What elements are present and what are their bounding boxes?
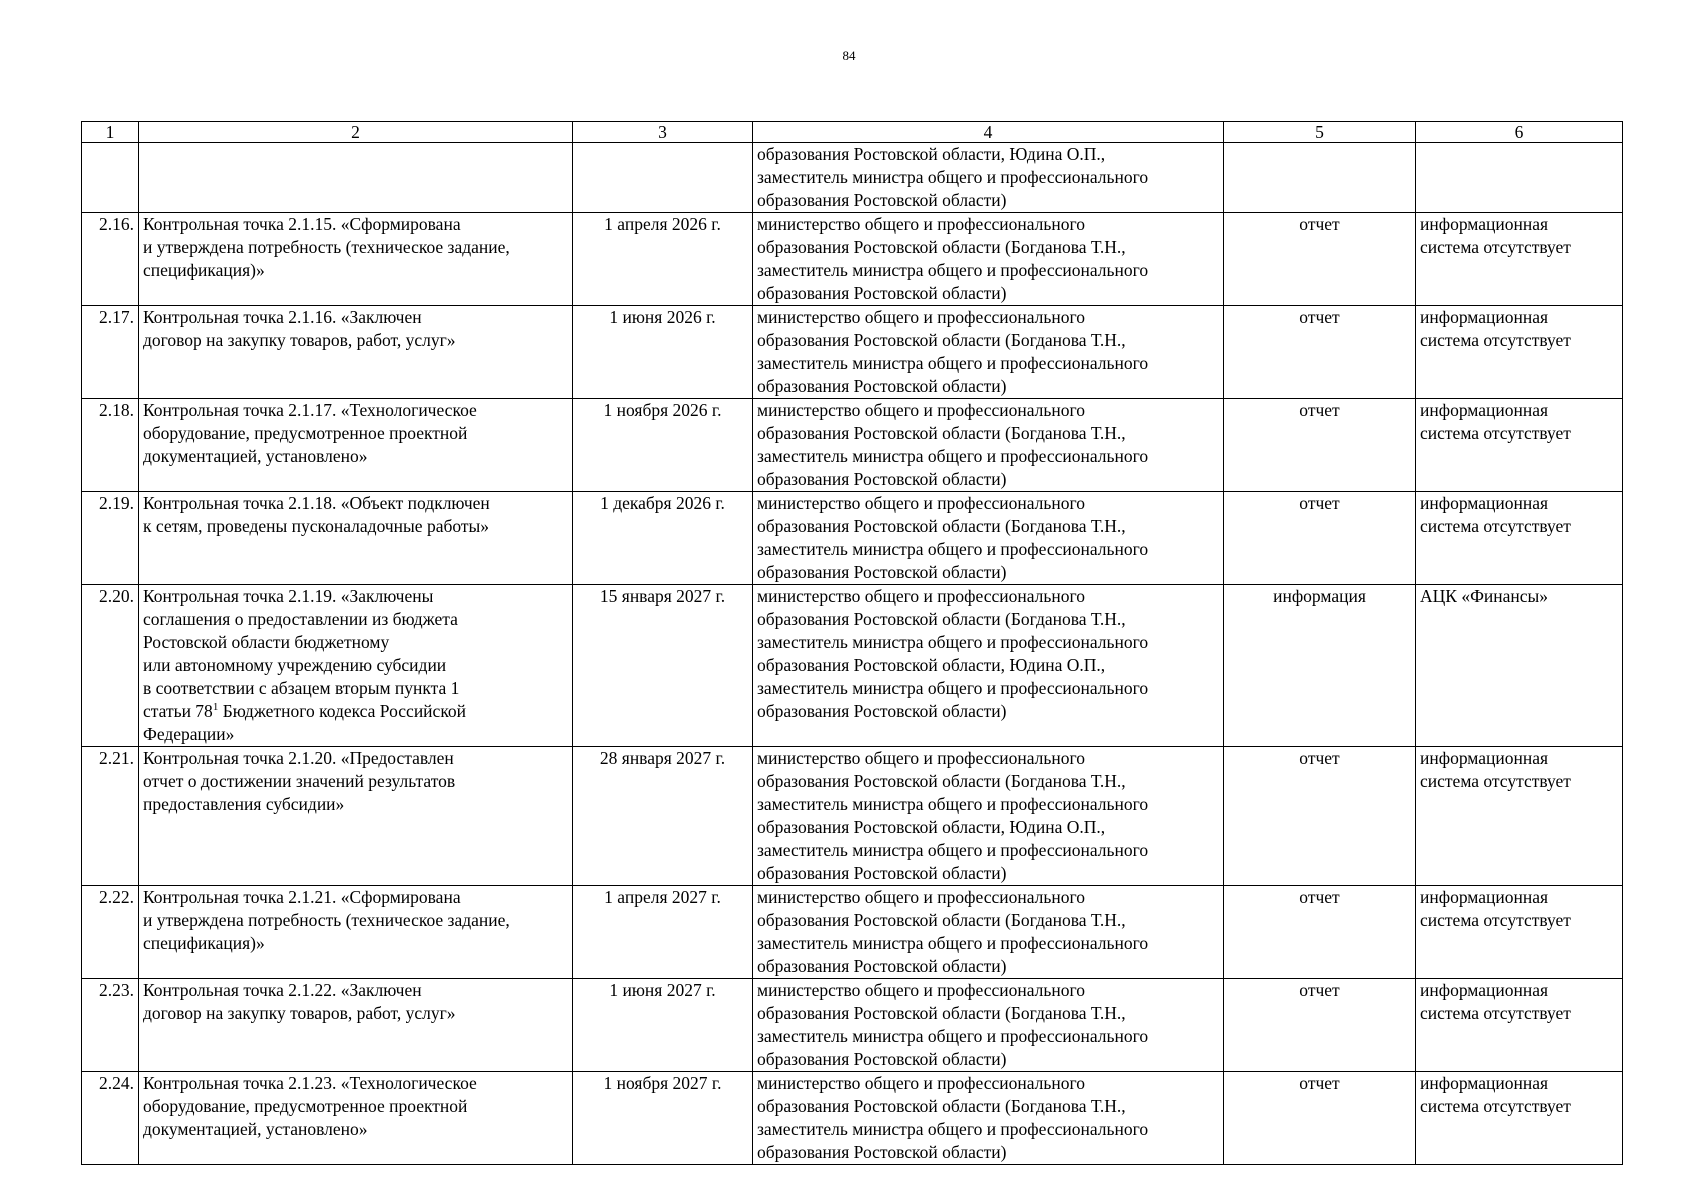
system-line: информационная — [1420, 307, 1549, 327]
row-number: 2.17. — [82, 306, 139, 399]
row-number — [82, 143, 139, 213]
table-row — [82, 979, 1623, 1072]
row-number: 2.21. — [82, 747, 139, 886]
row-document: отчет — [1224, 979, 1416, 1072]
row-responsible — [753, 585, 1224, 747]
row-responsible — [753, 306, 1224, 399]
row-responsible — [753, 1072, 1224, 1165]
row-responsible — [753, 143, 1224, 213]
row-number: 2.23. — [82, 979, 139, 1072]
row-date: 1 апреля 2026 г. — [573, 213, 753, 306]
responsible-line: образования Ростовской области, Юдина О.П., — [757, 144, 1106, 164]
responsible-line: заместитель министра общего и профессионального — [757, 678, 1149, 698]
control-points-table — [81, 121, 1623, 1165]
text-line: Контрольная точка 2.1.17. «Технологическое — [143, 400, 477, 420]
table-row — [82, 213, 1623, 306]
text-line: или автономному учреждению субсидии — [143, 655, 447, 675]
header-cell-3: 3 — [573, 122, 753, 143]
row-document: отчет — [1224, 306, 1416, 399]
responsible-line: образования Ростовской области) — [757, 562, 1007, 582]
row-text — [139, 492, 573, 585]
text-line: Контрольная точка 2.1.22. «Заключен — [143, 980, 422, 1000]
header-cell-6: 6 — [1416, 122, 1623, 143]
text-line: Федерации» — [143, 724, 235, 744]
responsible-line: образования Ростовской области, Юдина О.П., — [757, 655, 1106, 675]
system-line: информационная — [1420, 1073, 1549, 1093]
row-text — [139, 399, 573, 492]
responsible-line: министерство общего и профессионального — [757, 887, 1085, 907]
responsible-line: образования Ростовской области (Богданова Т.Н., — [757, 516, 1126, 536]
table-body — [82, 143, 1623, 1165]
row-document: отчет — [1224, 886, 1416, 979]
text-line — [143, 700, 568, 723]
system-line: система отсутствует — [1420, 910, 1571, 930]
row-responsible — [753, 979, 1224, 1072]
text-line: к сетям, проведены пусконаладочные работы» — [143, 516, 490, 536]
row-responsible — [753, 747, 1224, 886]
header-cell-4: 4 — [753, 122, 1224, 143]
header-cell-5: 5 — [1224, 122, 1416, 143]
continuation-row — [82, 143, 1623, 213]
row-date: 1 декабря 2026 г. — [573, 492, 753, 585]
row-document: отчет — [1224, 213, 1416, 306]
text-line: соглашения о предоставлении из бюджета — [143, 609, 458, 629]
text-line: договор на закупку товаров, работ, услуг» — [143, 1003, 456, 1023]
system-line: система отсутствует — [1420, 1003, 1571, 1023]
row-system — [1416, 143, 1623, 213]
responsible-line: образования Ростовской области) — [757, 701, 1007, 721]
row-number: 2.20. — [82, 585, 139, 747]
text-line: Контрольная точка 2.1.16. «Заключен — [143, 307, 422, 327]
responsible-line: образования Ростовской области) — [757, 283, 1007, 303]
row-system — [1416, 585, 1623, 747]
responsible-line: образования Ростовской области) — [757, 956, 1007, 976]
row-document — [1224, 143, 1416, 213]
text-line: в соответствии с абзацем вторым пункта 1 — [143, 678, 460, 698]
text-line: и утверждена потребность (техническое задание, — [143, 237, 510, 257]
responsible-line: министерство общего и профессионального — [757, 493, 1085, 513]
row-system — [1416, 979, 1623, 1072]
row-number: 2.24. — [82, 1072, 139, 1165]
responsible-line: заместитель министра общего и профессионального — [757, 353, 1149, 373]
system-line: информационная — [1420, 214, 1549, 234]
responsible-line: заместитель министра общего и профессионального — [757, 933, 1149, 953]
text-line: документацией, установлено» — [143, 1119, 368, 1139]
text-line: отчет о достижении значений результатов — [143, 771, 456, 791]
responsible-line: министерство общего и профессионального — [757, 307, 1085, 327]
row-text — [139, 747, 573, 886]
system-line: система отсутствует — [1420, 516, 1571, 536]
row-text — [139, 1072, 573, 1165]
responsible-line: заместитель министра общего и профессионального — [757, 1026, 1149, 1046]
header-cell-2: 2 — [139, 122, 573, 143]
superscript: 1 — [212, 701, 219, 714]
system-line: система отсутствует — [1420, 771, 1571, 791]
row-number: 2.16. — [82, 213, 139, 306]
responsible-line: образования Ростовской области) — [757, 1142, 1007, 1162]
header-cell-1: 1 — [82, 122, 139, 143]
table-row — [82, 399, 1623, 492]
text-line: спецификация)» — [143, 260, 265, 280]
system-line: система отсутствует — [1420, 423, 1571, 443]
row-date: 1 июня 2026 г. — [573, 306, 753, 399]
row-document: отчет — [1224, 492, 1416, 585]
responsible-line: заместитель министра общего и профессионального — [757, 260, 1149, 280]
table-row — [82, 306, 1623, 399]
text-line: Ростовской области бюджетному — [143, 632, 390, 652]
text-line: Контрольная точка 2.1.19. «Заключены — [143, 586, 434, 606]
system-line: АЦК «Финансы» — [1420, 586, 1549, 606]
responsible-line: образования Ростовской области (Богданова Т.Н., — [757, 237, 1126, 257]
row-number: 2.19. — [82, 492, 139, 585]
text-line: спецификация)» — [143, 933, 265, 953]
row-text — [139, 979, 573, 1072]
row-system — [1416, 492, 1623, 585]
responsible-line: образования Ростовской области (Богданова Т.Н., — [757, 330, 1126, 350]
row-system — [1416, 747, 1623, 886]
text-fragment: Бюджетного кодекса Российской — [218, 701, 467, 721]
responsible-line: образования Ростовской области) — [757, 376, 1007, 396]
text-line: Контрольная точка 2.1.18. «Объект подключен — [143, 493, 490, 513]
row-responsible — [753, 399, 1224, 492]
row-date: 1 ноября 2027 г. — [573, 1072, 753, 1165]
table-row — [82, 585, 1623, 747]
row-document: отчет — [1224, 747, 1416, 886]
table-row — [82, 492, 1623, 585]
row-document: отчет — [1224, 399, 1416, 492]
text-line: оборудование, предусмотренное проектной — [143, 1096, 468, 1116]
text-line: Контрольная точка 2.1.15. «Сформирована — [143, 214, 461, 234]
row-responsible — [753, 886, 1224, 979]
row-date: 28 января 2027 г. — [573, 747, 753, 886]
responsible-line: образования Ростовской области (Богданова Т.Н., — [757, 771, 1126, 791]
row-responsible — [753, 492, 1224, 585]
responsible-line: министерство общего и профессионального — [757, 214, 1085, 234]
responsible-line: образования Ростовской области) — [757, 190, 1007, 210]
row-text — [139, 585, 573, 747]
row-text — [139, 886, 573, 979]
row-system — [1416, 306, 1623, 399]
row-number: 2.18. — [82, 399, 139, 492]
row-date: 1 апреля 2027 г. — [573, 886, 753, 979]
table-row — [82, 886, 1623, 979]
text-line: договор на закупку товаров, работ, услуг» — [143, 330, 456, 350]
responsible-line: министерство общего и профессионального — [757, 748, 1085, 768]
page-number: 84 — [842, 48, 856, 63]
text-line: документацией, установлено» — [143, 446, 368, 466]
text-fragment: статьи 78 — [143, 701, 213, 721]
text-line: Контрольная точка 2.1.23. «Технологическое — [143, 1073, 477, 1093]
system-line: информационная — [1420, 887, 1549, 907]
responsible-line: образования Ростовской области) — [757, 863, 1007, 883]
table-row — [82, 747, 1623, 886]
system-line: информационная — [1420, 493, 1549, 513]
text-line: оборудование, предусмотренное проектной — [143, 423, 468, 443]
responsible-line: образования Ростовской области) — [757, 1049, 1007, 1069]
responsible-line: заместитель министра общего и профессионального — [757, 1119, 1149, 1139]
responsible-line: министерство общего и профессионального — [757, 400, 1085, 420]
table-row — [82, 1072, 1623, 1165]
responsible-line: образования Ростовской области (Богданова Т.Н., — [757, 1096, 1126, 1116]
responsible-line: образования Ростовской области) — [757, 469, 1007, 489]
responsible-line: министерство общего и профессионального — [757, 1073, 1085, 1093]
system-line: система отсутствует — [1420, 1096, 1571, 1116]
row-text — [139, 306, 573, 399]
responsible-line: образования Ростовской области (Богданова Т.Н., — [757, 1003, 1126, 1023]
text-line: и утверждена потребность (техническое задание, — [143, 910, 510, 930]
responsible-line: образования Ростовской области (Богданова Т.Н., — [757, 423, 1126, 443]
system-line: информационная — [1420, 980, 1549, 1000]
responsible-line: заместитель министра общего и профессионального — [757, 539, 1149, 559]
responsible-line: образования Ростовской области (Богданова Т.Н., — [757, 609, 1126, 629]
responsible-line: заместитель министра общего и профессионального — [757, 794, 1149, 814]
row-system — [1416, 399, 1623, 492]
responsible-line: заместитель министра общего и профессионального — [757, 446, 1149, 466]
text-line: предоставления субсидии» — [143, 794, 345, 814]
responsible-line: образования Ростовской области, Юдина О.П., — [757, 817, 1106, 837]
text-line: Контрольная точка 2.1.20. «Предоставлен — [143, 748, 454, 768]
system-line: информационная — [1420, 748, 1549, 768]
responsible-line: заместитель министра общего и профессионального — [757, 632, 1149, 652]
responsible-line: образования Ростовской области (Богданова Т.Н., — [757, 910, 1126, 930]
row-system — [1416, 1072, 1623, 1165]
row-number: 2.22. — [82, 886, 139, 979]
responsible-line: заместитель министра общего и профессионального — [757, 840, 1149, 860]
responsible-line: заместитель министра общего и профессионального — [757, 167, 1149, 187]
row-system — [1416, 886, 1623, 979]
text-line: Контрольная точка 2.1.21. «Сформирована — [143, 887, 461, 907]
row-date: 15 января 2027 г. — [573, 585, 753, 747]
row-document: отчет — [1224, 1072, 1416, 1165]
row-text — [139, 143, 573, 213]
row-text — [139, 213, 573, 306]
system-line: информационная — [1420, 400, 1549, 420]
row-document: информация — [1224, 585, 1416, 747]
system-line: система отсутствует — [1420, 330, 1571, 350]
row-date — [573, 143, 753, 213]
row-date: 1 июня 2027 г. — [573, 979, 753, 1072]
system-line: система отсутствует — [1420, 237, 1571, 257]
responsible-line: министерство общего и профессионального — [757, 586, 1085, 606]
row-system — [1416, 213, 1623, 306]
row-responsible — [753, 213, 1224, 306]
row-date: 1 ноября 2026 г. — [573, 399, 753, 492]
responsible-line: министерство общего и профессионального — [757, 980, 1085, 1000]
header-row — [82, 122, 1623, 143]
